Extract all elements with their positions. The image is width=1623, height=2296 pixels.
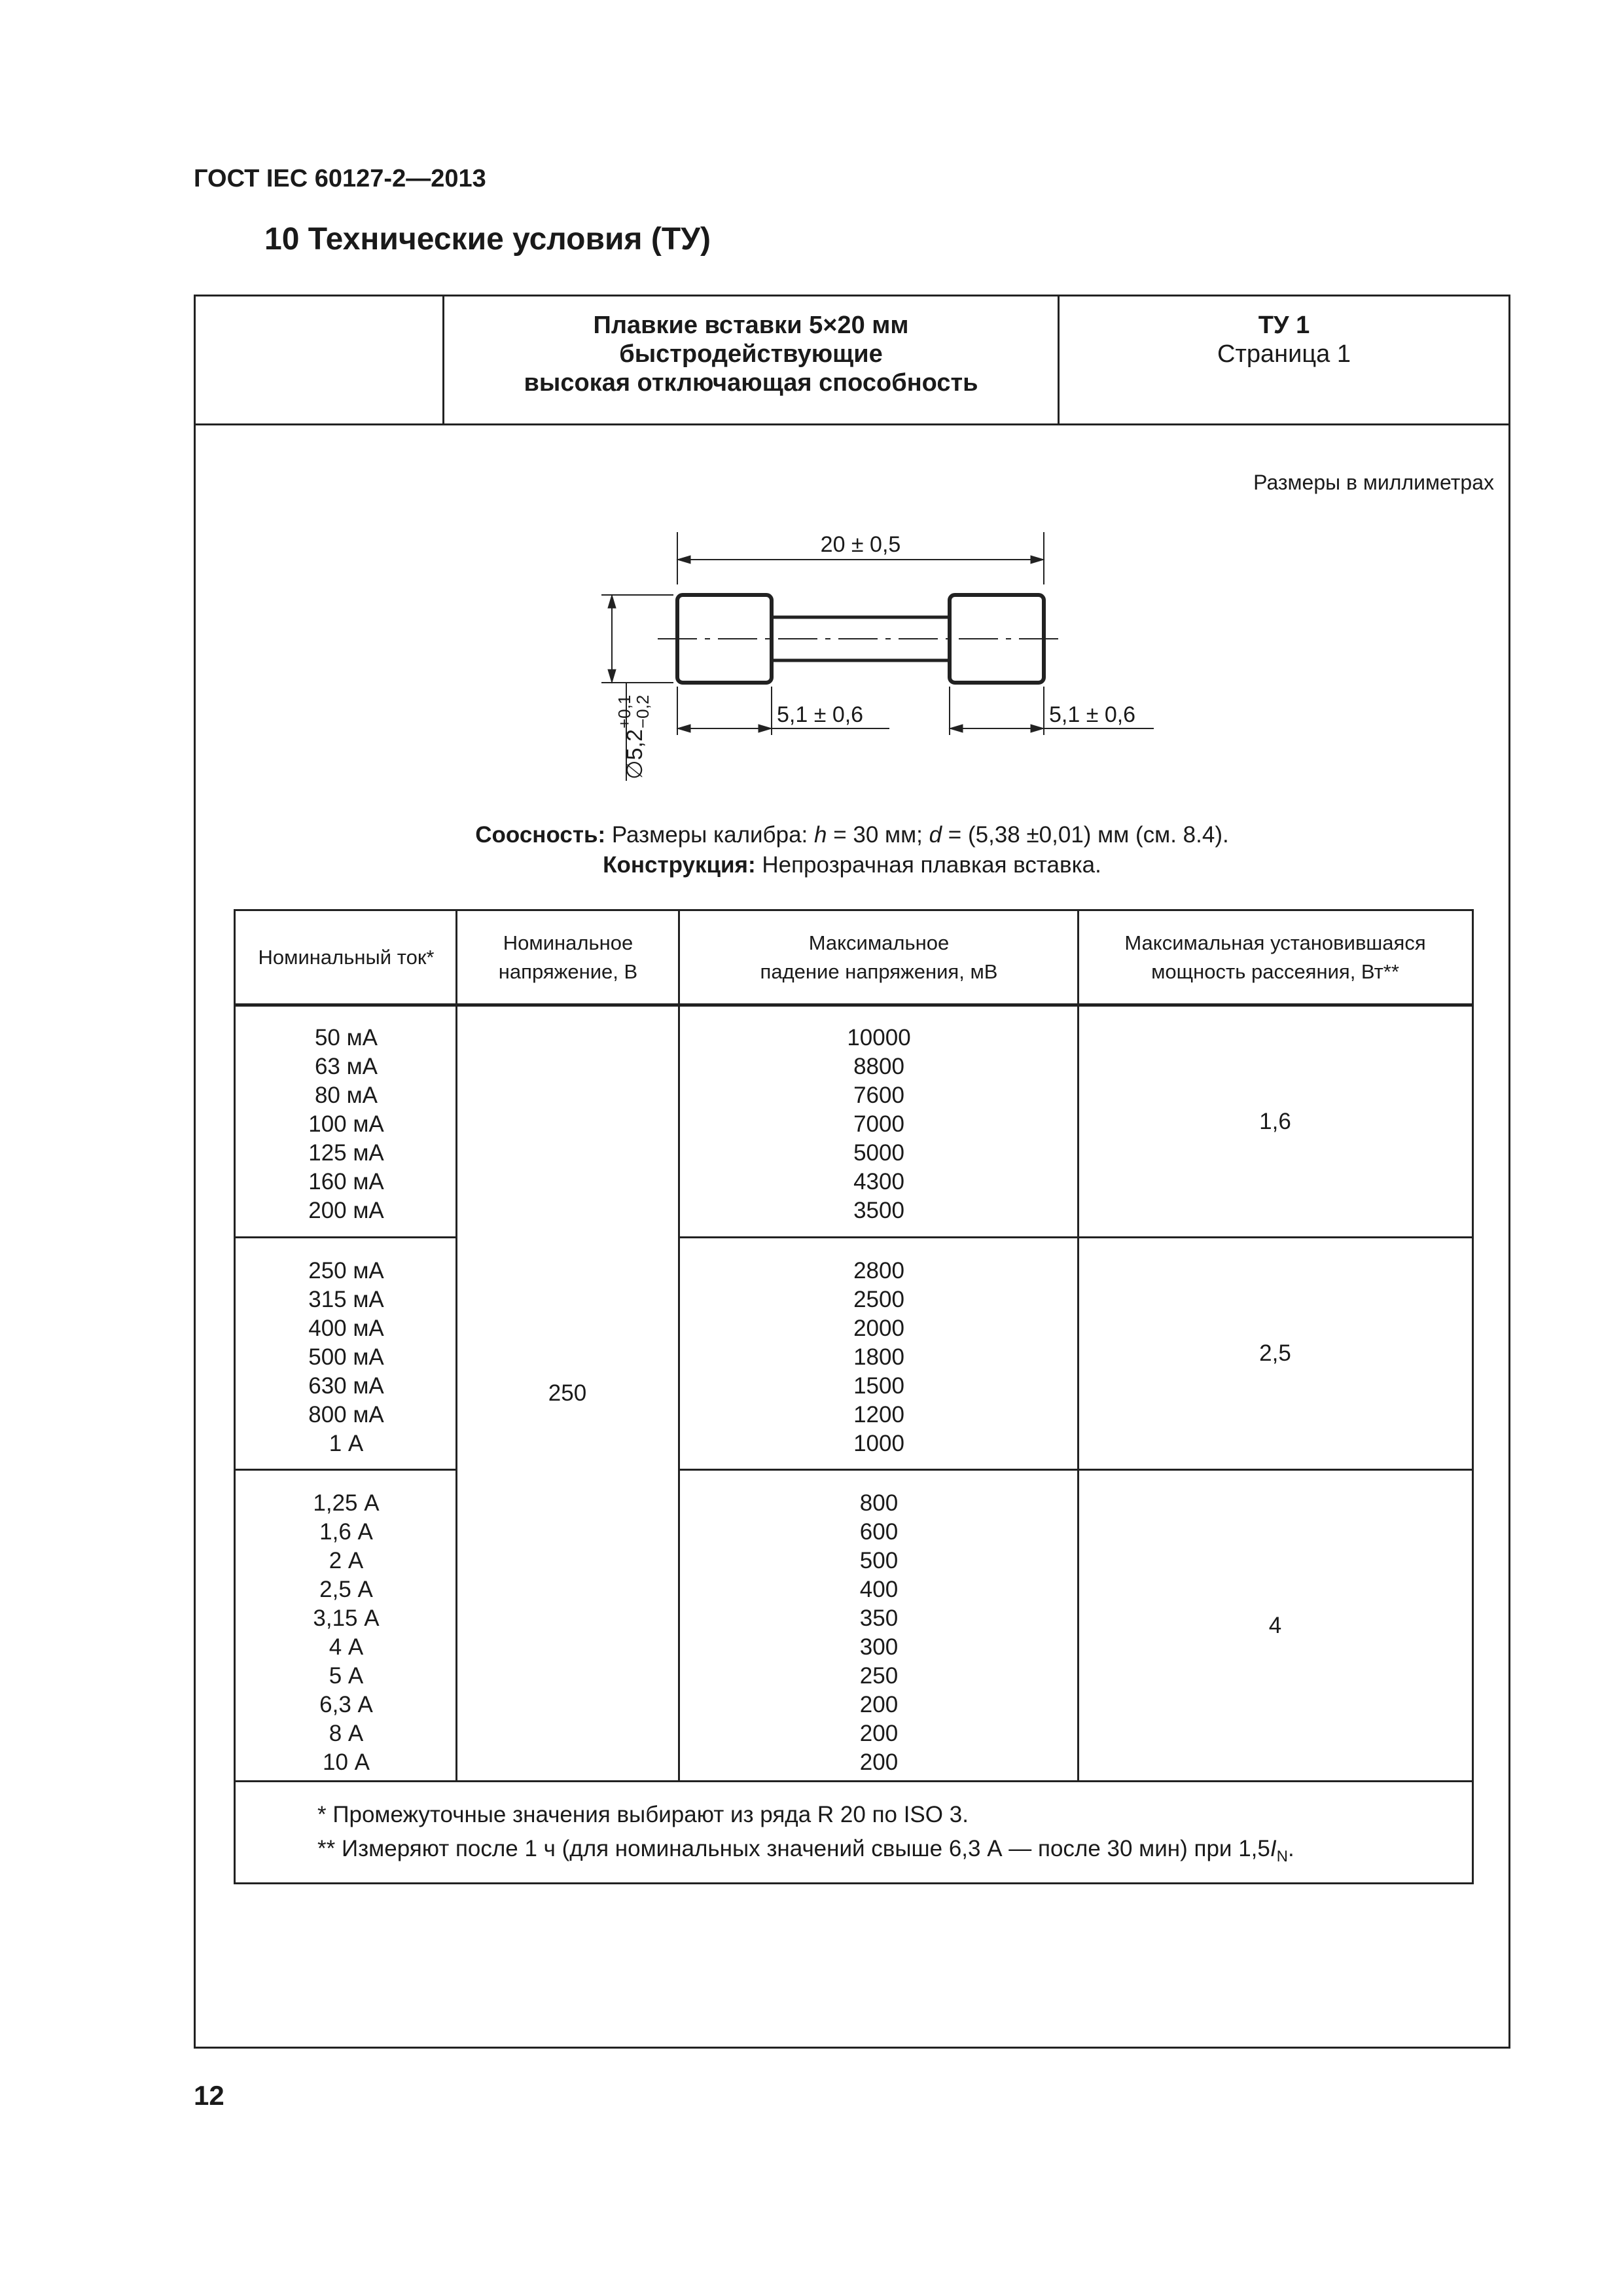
construction-note: Конструкция: Непрозрачная плавкая вставка. bbox=[603, 852, 1101, 878]
header-sheet-cell bbox=[1060, 296, 1508, 438]
standard-code: ГОСТ IEC 60127-2—2013 bbox=[194, 165, 486, 192]
rated-voltage: 250 bbox=[548, 1380, 587, 1406]
sheet-code: ТУ 1 bbox=[1258, 312, 1310, 339]
group-2-drops: 2800 2500 2000 1800 1500 1200 1000 bbox=[853, 1258, 904, 1456]
units-note: Размеры в миллиметрах bbox=[1253, 471, 1494, 494]
sheet-page: Страница 1 bbox=[1217, 340, 1351, 368]
spec-sheet-frame bbox=[194, 295, 1510, 2049]
group-3-power: 4 bbox=[1268, 1612, 1282, 1638]
header-title-line-2: быстродействующие bbox=[619, 340, 883, 368]
header-title-line-3: высокая отключающая способность bbox=[524, 369, 978, 397]
footnote-1: * Промежуточные значения выбирают из ряда R 20 по ISO 3. bbox=[317, 1802, 969, 1827]
diameter-tol-upper: +0,1 bbox=[615, 694, 634, 728]
col-header-voltage: Номинальное напряжение, В bbox=[498, 931, 638, 983]
cap-length-label-right: 5,1 ± 0,6 bbox=[1049, 702, 1136, 727]
group-3-currents: 1,25 А 1,6 А 2 А 2,5 А 3,15 А 4 А 5 А 6,3 А 8 А 10 А bbox=[313, 1490, 380, 1775]
diameter-tol-lower: −0,2 bbox=[633, 694, 652, 728]
header-title-line-1: Плавкие вставки 5×20 мм bbox=[593, 312, 909, 339]
group-3-drops: 800 600 500 400 350 300 250 200 200 200 bbox=[859, 1490, 899, 1775]
group-1-drops: 10000 8800 7600 7000 5000 4300 3500 bbox=[847, 1025, 911, 1223]
group-2-currents: 250 мА 315 мА 400 мА 500 мА 630 мА 800 мА 1 А bbox=[308, 1258, 384, 1456]
diameter-label: ∅5,2 bbox=[622, 729, 647, 780]
group-2-power: 2,5 bbox=[1259, 1340, 1291, 1366]
col-header-current: Номинальный ток* bbox=[258, 945, 435, 969]
group-1-power: 1,6 bbox=[1259, 1108, 1291, 1134]
alignment-note: Соосность: Размеры калибра: h = 30 мм; d = (5,38 ±0,01) мм (см. 8.4). bbox=[475, 822, 1229, 848]
total-length-label: 20 ± 0,5 bbox=[820, 532, 901, 557]
header-title-cell bbox=[444, 296, 1060, 423]
footnote-2: ** Измеряют после 1 ч (для номинальных значений свыше 6,3 А — после 30 мин) при $1,5I_N$. bbox=[317, 1836, 1294, 1865]
col-header-power: Максимальная установившаяся мощность рассеяния, Вт** bbox=[1124, 931, 1426, 983]
ratings-table bbox=[234, 909, 1474, 1884]
col-header-drop: Максимальное падение напряжения, мВ bbox=[760, 931, 998, 983]
fuse-dimension-drawing bbox=[536, 519, 1387, 807]
page-number: 12 bbox=[194, 2080, 224, 2111]
table-footnotes bbox=[317, 1798, 1294, 1874]
section-title: 10 Технические условия (ТУ) bbox=[264, 222, 711, 257]
header-blank-cell bbox=[196, 296, 444, 423]
spec-header bbox=[196, 296, 1508, 425]
design-notes bbox=[196, 820, 1508, 880]
cap-length-label: 5,1 ± 0,6 bbox=[777, 702, 864, 727]
group-1-currents: 50 мА 63 мА 80 мА 100 мА 125 мА 160 мА 200 мА bbox=[308, 1025, 384, 1223]
